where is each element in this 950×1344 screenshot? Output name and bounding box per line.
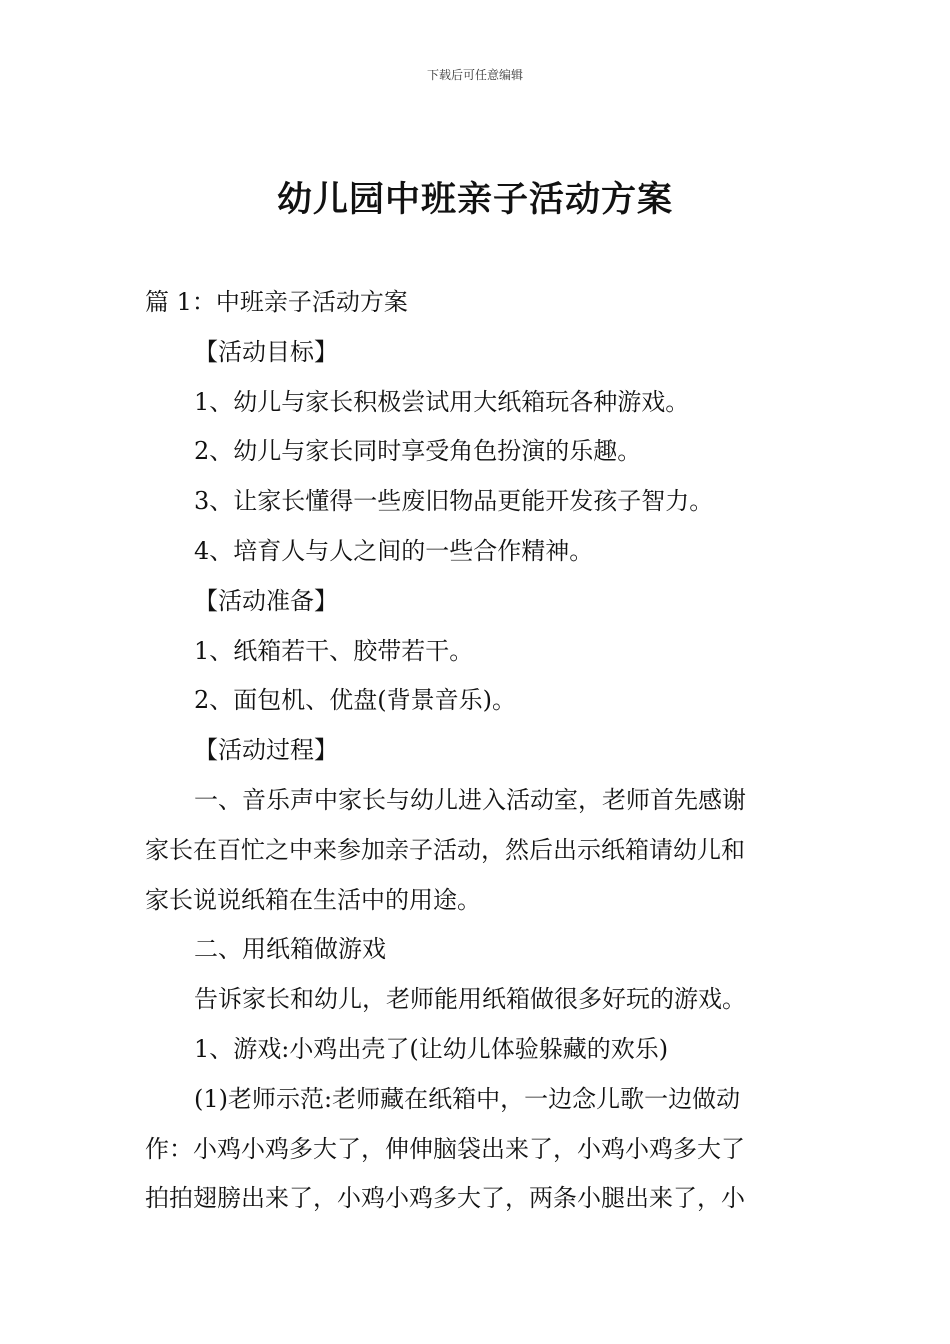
header-note: 下载后可任意编辑 bbox=[426, 68, 523, 82]
paragraph-line: 家长在百忙之中来参加亲子活动，然后出示纸箱请幼儿和 bbox=[145, 835, 745, 864]
paragraph-line: 3、让家长懂得一些废旧物品更能开发孩子智力。 bbox=[194, 487, 714, 516]
paragraph-line: 1、幼儿与家长积极尝试用大纸箱玩各种游戏。 bbox=[194, 387, 690, 416]
paragraph-line: (1)老师示范:老师藏在纸箱中，一边念儿歌一边做动 bbox=[194, 1084, 741, 1113]
document-body bbox=[145, 278, 813, 1224]
paragraph-line: 篇 1：中班亲子活动方案 bbox=[145, 288, 408, 316]
section-heading-process: 【活动过程】 bbox=[194, 736, 338, 765]
section-heading-goals: 【活动目标】 bbox=[194, 337, 338, 366]
paragraph-line: 作：小鸡小鸡多大了，伸伸脑袋出来了，小鸡小鸡多大了 bbox=[145, 1134, 745, 1163]
paragraph-line: 2、幼儿与家长同时享受角色扮演的乐趣。 bbox=[194, 437, 642, 466]
paragraph-line: 4、培育人与人之间的一些合作精神。 bbox=[194, 536, 594, 565]
paragraph-line: 告诉家长和幼儿，老师能用纸箱做很多好玩的游戏。 bbox=[194, 985, 746, 1014]
section-heading-preparation: 【活动准备】 bbox=[194, 586, 338, 615]
paragraph-line: 二、用纸箱做游戏 bbox=[194, 935, 386, 964]
paragraph-line: 1、游戏:小鸡出壳了(让幼儿体验躲藏的欢乐) bbox=[194, 1034, 669, 1063]
paragraph-line: 家长说说纸箱在生活中的用途。 bbox=[145, 885, 481, 914]
document-title: 幼儿园中班亲子活动方案 bbox=[276, 180, 673, 220]
paragraph-line: 一、音乐声中家长与幼儿进入活动室，老师首先感谢 bbox=[194, 785, 746, 814]
paragraph-line: 2、面包机、优盘(背景音乐)。 bbox=[194, 686, 516, 715]
paragraph-line: 拍拍翅膀出来了，小鸡小鸡多大了，两条小腿出来了，小 bbox=[145, 1184, 745, 1213]
paragraph-line: 1、纸箱若干、胶带若干。 bbox=[194, 636, 474, 665]
